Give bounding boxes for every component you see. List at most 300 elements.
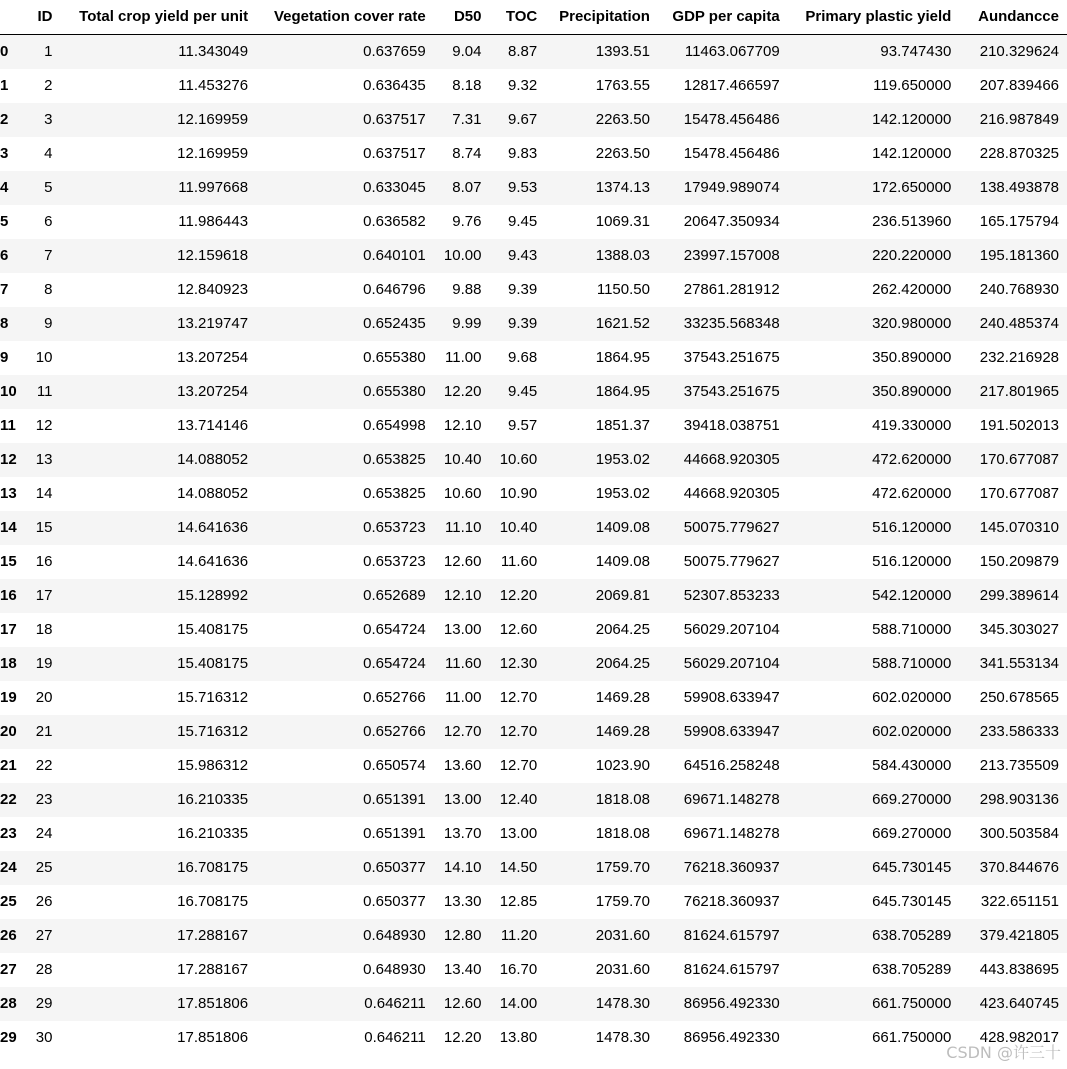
table-cell: 2263.50 <box>595 111 650 128</box>
row-index: 15 <box>0 553 17 570</box>
row-index: 28 <box>0 995 17 1012</box>
table-cell: 145.070310 <box>979 519 1059 536</box>
table-cell: 423.640745 <box>979 995 1059 1012</box>
row-index: 29 <box>0 1029 17 1046</box>
row-index: 25 <box>0 893 17 910</box>
table-cell: 210.329624 <box>979 43 1059 60</box>
table-cell: 0.637517 <box>363 111 426 128</box>
table-cell: 1864.95 <box>595 383 650 400</box>
table-cell: 64516.258248 <box>683 757 780 774</box>
table-cell: 15.716312 <box>177 689 249 706</box>
table-cell: 1409.08 <box>595 519 650 536</box>
table-cell: 59908.633947 <box>683 689 780 706</box>
table-cell: 150.209879 <box>979 553 1059 570</box>
table-cell: 81624.615797 <box>683 961 780 978</box>
row-index: 9 <box>0 349 9 366</box>
table-cell: 10.40 <box>499 519 538 536</box>
table-row <box>0 579 1067 613</box>
table-cell: 645.730145 <box>872 893 952 910</box>
row-index: 6 <box>0 247 9 264</box>
table-cell: 0.650377 <box>363 859 426 876</box>
table-cell: 13.219747 <box>177 315 249 332</box>
table-row <box>0 647 1067 681</box>
table-cell: 30 <box>35 1029 53 1046</box>
row-index: 10 <box>0 383 17 400</box>
table-cell: 1621.52 <box>595 315 650 332</box>
table-cell: 1393.51 <box>595 43 650 60</box>
table-cell: 1069.31 <box>595 213 650 230</box>
table-cell: 13 <box>35 451 53 468</box>
table-cell: 16.70 <box>499 961 538 978</box>
table-cell: 240.768930 <box>979 281 1059 298</box>
row-index: 23 <box>0 825 17 842</box>
table-row <box>0 103 1067 137</box>
table-cell: 12.40 <box>499 791 538 808</box>
column-header: Vegetation cover rate <box>256 0 434 35</box>
row-index: 18 <box>0 655 17 672</box>
table-cell: 12.60 <box>443 995 482 1012</box>
table-cell: 320.980000 <box>872 315 952 332</box>
table-cell: 19 <box>35 655 53 672</box>
table-cell: 9.32 <box>508 77 538 94</box>
table-cell: 669.270000 <box>872 825 952 842</box>
table-cell: 0.654998 <box>363 417 426 434</box>
table-cell: 12.159618 <box>177 247 249 264</box>
table-cell: 14.10 <box>443 859 482 876</box>
table-cell: 9.04 <box>452 43 482 60</box>
table-cell: 4 <box>44 145 53 162</box>
row-index: 14 <box>0 519 17 536</box>
table-cell: 0.652435 <box>363 315 426 332</box>
table-cell: 240.485374 <box>979 315 1059 332</box>
table-cell: 9.45 <box>508 383 538 400</box>
table-row <box>0 953 1067 987</box>
table-cell: 2031.60 <box>595 927 650 944</box>
table-cell: 37543.251675 <box>683 383 780 400</box>
table-cell: 14.50 <box>499 859 538 876</box>
table-cell: 0.636435 <box>363 77 426 94</box>
table-cell: 9.99 <box>452 315 482 332</box>
table-cell: 11 <box>36 383 53 400</box>
table-cell: 8.18 <box>452 77 482 94</box>
row-index: 27 <box>0 961 17 978</box>
table-cell: 15 <box>35 519 53 536</box>
row-index: 12 <box>0 451 17 468</box>
row-index: 3 <box>0 145 9 162</box>
table-cell: 2263.50 <box>595 145 650 162</box>
table-cell: 13.70 <box>443 825 482 842</box>
table-cell: 0.652766 <box>363 689 426 706</box>
table-cell: 661.750000 <box>872 995 952 1012</box>
table-cell: 9.76 <box>452 213 482 230</box>
table-row <box>0 205 1067 239</box>
table-row <box>0 817 1067 851</box>
table-row <box>0 375 1067 409</box>
table-row <box>0 681 1067 715</box>
row-index: 7 <box>0 281 9 298</box>
table-cell: 56029.207104 <box>683 621 780 638</box>
table-cell: 2064.25 <box>595 621 650 638</box>
column-header: Aundancce <box>959 0 1067 35</box>
table-cell: 0.637659 <box>363 43 426 60</box>
table-row <box>0 919 1067 953</box>
table-cell: 21 <box>35 723 53 740</box>
column-header: GDP per capita <box>658 0 788 35</box>
table-cell: 18 <box>35 621 53 638</box>
table-cell: 638.705289 <box>872 927 952 944</box>
table-cell: 0.636582 <box>363 213 426 230</box>
table-cell: 236.513960 <box>872 213 952 230</box>
table-cell: 11.10 <box>445 519 482 536</box>
table-header <box>0 0 1067 35</box>
table-cell: 0.653723 <box>363 553 426 570</box>
table-cell: 1759.70 <box>595 859 650 876</box>
table-cell: 13.00 <box>443 791 482 808</box>
table-row <box>0 749 1067 783</box>
table-cell: 220.220000 <box>872 247 952 264</box>
table-cell: 17949.989074 <box>683 179 780 196</box>
table-cell: 12.169959 <box>177 111 249 128</box>
table-cell: 44668.920305 <box>683 485 780 502</box>
table-row <box>0 783 1067 817</box>
table-cell: 12.169959 <box>177 145 249 162</box>
table-cell: 7.31 <box>452 111 482 128</box>
table-cell: 7 <box>44 247 53 264</box>
table-cell: 13.00 <box>443 621 482 638</box>
row-index: 19 <box>0 689 17 706</box>
table-cell: 12817.466597 <box>683 77 780 94</box>
table-cell: 10.40 <box>443 451 482 468</box>
table-row <box>0 613 1067 647</box>
table-cell: 228.870325 <box>979 145 1059 162</box>
table-cell: 472.620000 <box>872 485 952 502</box>
table-cell: 661.750000 <box>872 1029 952 1046</box>
table-cell: 12.10 <box>443 417 482 434</box>
table-cell: 52307.853233 <box>683 587 780 604</box>
table-cell: 86956.492330 <box>683 1029 780 1046</box>
table-cell: 13.40 <box>443 961 482 978</box>
table-cell: 16.708175 <box>177 859 249 876</box>
table-cell: 142.120000 <box>872 111 952 128</box>
table-cell: 15478.456486 <box>683 145 780 162</box>
table-cell: 1 <box>44 43 53 60</box>
table-cell: 12.70 <box>499 723 538 740</box>
table-cell: 25 <box>35 859 53 876</box>
table-cell: 11.00 <box>445 689 482 706</box>
table-cell: 27 <box>35 927 53 944</box>
table-cell: 13.80 <box>499 1029 538 1046</box>
table-cell: 93.747430 <box>880 43 952 60</box>
table-cell: 15.716312 <box>177 723 249 740</box>
table-cell: 8.87 <box>508 43 538 60</box>
table-cell: 16.708175 <box>177 893 249 910</box>
table-cell: 1374.13 <box>595 179 650 196</box>
table-cell: 542.120000 <box>872 587 952 604</box>
table-cell: 0.633045 <box>363 179 426 196</box>
table-cell: 11.00 <box>445 349 482 366</box>
table-cell: 2069.81 <box>595 587 650 604</box>
table-cell: 11.60 <box>445 655 482 672</box>
table-cell: 0.655380 <box>363 349 426 366</box>
table-cell: 20647.350934 <box>683 213 780 230</box>
table-cell: 11.60 <box>500 553 538 570</box>
table-row <box>0 851 1067 885</box>
table-cell: 0.646211 <box>364 995 426 1012</box>
table-row <box>0 239 1067 273</box>
table-cell: 0.652689 <box>363 587 426 604</box>
table-cell: 20 <box>35 689 53 706</box>
table-cell: 24 <box>35 825 53 842</box>
table-cell: 602.020000 <box>872 689 952 706</box>
table-cell: 195.181360 <box>979 247 1059 264</box>
table-cell: 516.120000 <box>872 553 952 570</box>
table-cell: 0.646796 <box>363 281 426 298</box>
table-cell: 12.70 <box>499 757 538 774</box>
table-cell: 172.650000 <box>872 179 952 196</box>
table-cell: 0.650574 <box>363 757 426 774</box>
column-header: D50 <box>434 0 490 35</box>
table-cell: 1469.28 <box>595 689 650 706</box>
table-cell: 516.120000 <box>872 519 952 536</box>
table-cell: 11.986443 <box>178 213 249 230</box>
table-cell: 3 <box>44 111 53 128</box>
table-cell: 10.90 <box>499 485 538 502</box>
table-cell: 6 <box>44 213 53 230</box>
table-cell: 0.654724 <box>363 621 426 638</box>
table-cell: 39418.038751 <box>683 417 780 434</box>
table-cell: 28 <box>35 961 53 978</box>
table-cell: 86956.492330 <box>683 995 780 1012</box>
table-row <box>0 885 1067 919</box>
table-cell: 11.453276 <box>178 77 249 94</box>
table-cell: 12.840923 <box>177 281 249 298</box>
row-index: 21 <box>0 757 17 774</box>
table-cell: 216.987849 <box>979 111 1059 128</box>
table-cell: 1818.08 <box>595 825 650 842</box>
table-cell: 2031.60 <box>595 961 650 978</box>
row-index: 11 <box>0 417 16 434</box>
table-cell: 12.30 <box>499 655 538 672</box>
row-index: 2 <box>0 111 9 128</box>
table-cell: 12.60 <box>443 553 482 570</box>
table-cell: 1818.08 <box>595 791 650 808</box>
table-cell: 0.646211 <box>364 1029 426 1046</box>
table-cell: 299.389614 <box>979 587 1059 604</box>
column-header: ID <box>25 0 61 35</box>
table-cell: 638.705289 <box>872 961 952 978</box>
table-cell: 9.83 <box>508 145 538 162</box>
table-cell: 1759.70 <box>595 893 650 910</box>
table-row <box>0 987 1067 1021</box>
column-header: Precipitation <box>545 0 658 35</box>
table-cell: 14.641636 <box>177 553 249 570</box>
table-cell: 12.20 <box>499 587 538 604</box>
table-cell: 16 <box>35 553 53 570</box>
table-cell: 14.00 <box>499 995 538 1012</box>
table-cell: 17.851806 <box>177 1029 249 1046</box>
table-cell: 191.502013 <box>979 417 1059 434</box>
table-cell: 13.714146 <box>177 417 249 434</box>
table-cell: 37543.251675 <box>683 349 780 366</box>
table-cell: 0.651391 <box>363 791 426 808</box>
table-cell: 9.39 <box>508 281 538 298</box>
table-cell: 22 <box>35 757 53 774</box>
table-cell: 0.650377 <box>363 893 426 910</box>
table-cell: 8.07 <box>452 179 482 196</box>
table-cell: 76218.360937 <box>683 859 780 876</box>
table-cell: 0.655380 <box>363 383 426 400</box>
csdn-watermark: CSDN @许三十 <box>946 1043 1061 1062</box>
table-cell: 588.710000 <box>872 621 952 638</box>
table-cell: 59908.633947 <box>683 723 780 740</box>
column-header: Primary plastic yield <box>788 0 960 35</box>
row-index: 5 <box>0 213 9 230</box>
table-row <box>0 477 1067 511</box>
table-cell: 12 <box>35 417 53 434</box>
table-cell: 13.30 <box>443 893 482 910</box>
table-cell: 14 <box>35 485 53 502</box>
table-cell: 0.654724 <box>363 655 426 672</box>
table-cell: 1388.03 <box>595 247 650 264</box>
row-index: 4 <box>0 179 9 196</box>
row-index: 22 <box>0 791 17 808</box>
table-cell: 9.57 <box>508 417 538 434</box>
table-cell: 26 <box>35 893 53 910</box>
table-row <box>0 715 1067 749</box>
table-cell: 443.838695 <box>979 961 1059 978</box>
table-cell: 23 <box>35 791 53 808</box>
table-cell: 13.60 <box>443 757 482 774</box>
header-index-cell <box>0 0 25 35</box>
table-cell: 15.408175 <box>177 655 249 672</box>
table-row <box>0 273 1067 307</box>
table-cell: 12.70 <box>443 723 482 740</box>
table-row <box>0 545 1067 579</box>
row-index: 13 <box>0 485 17 502</box>
row-index: 0 <box>0 43 9 60</box>
table-cell: 9.88 <box>452 281 482 298</box>
table-cell: 1763.55 <box>595 77 650 94</box>
table-cell: 584.430000 <box>872 757 952 774</box>
table-cell: 262.420000 <box>872 281 952 298</box>
table-cell: 0.640101 <box>363 247 426 264</box>
table-cell: 379.421805 <box>979 927 1059 944</box>
table-cell: 142.120000 <box>872 145 952 162</box>
table-cell: 9.68 <box>508 349 538 366</box>
table-cell: 8.74 <box>452 145 482 162</box>
column-header: Total crop yield per unit <box>60 0 256 35</box>
row-index: 26 <box>0 927 17 944</box>
table-cell: 10.60 <box>499 451 538 468</box>
table-cell: 602.020000 <box>872 723 952 740</box>
table-cell: 9.67 <box>508 111 538 128</box>
table-cell: 23997.157008 <box>683 247 780 264</box>
table-cell: 170.677087 <box>979 485 1059 502</box>
table-cell: 0.653723 <box>363 519 426 536</box>
table-cell: 13.207254 <box>177 349 249 366</box>
table-row <box>0 69 1067 103</box>
table-cell: 9.43 <box>508 247 538 264</box>
table-cell: 138.493878 <box>979 179 1059 196</box>
table-cell: 14.641636 <box>177 519 249 536</box>
table-cell: 12.20 <box>443 383 482 400</box>
table-cell: 12.10 <box>443 587 482 604</box>
table-cell: 44668.920305 <box>683 451 780 468</box>
table-cell: 17 <box>35 587 53 604</box>
table-cell: 56029.207104 <box>683 655 780 672</box>
table-cell: 12.70 <box>499 689 538 706</box>
table-cell: 0.652766 <box>363 723 426 740</box>
table-cell: 298.903136 <box>979 791 1059 808</box>
table-row <box>0 307 1067 341</box>
table-cell: 50075.779627 <box>683 553 780 570</box>
table-cell: 11.343049 <box>178 43 249 60</box>
row-index: 17 <box>0 621 17 638</box>
table-cell: 50075.779627 <box>683 519 780 536</box>
table-cell: 1864.95 <box>595 349 650 366</box>
table-cell: 8 <box>44 281 53 298</box>
row-index: 1 <box>0 77 9 94</box>
table-cell: 428.982017 <box>979 1029 1059 1046</box>
table-row <box>0 35 1067 70</box>
table-cell: 1478.30 <box>595 1029 650 1046</box>
table-body <box>0 35 1067 1056</box>
table-cell: 16.210335 <box>177 825 249 842</box>
table-cell: 322.651151 <box>980 893 1059 910</box>
table-cell: 10.00 <box>443 247 482 264</box>
table-cell: 16.210335 <box>177 791 249 808</box>
table-cell: 0.637517 <box>363 145 426 162</box>
table-cell: 81624.615797 <box>683 927 780 944</box>
table-cell: 9.53 <box>508 179 538 196</box>
table-cell: 17.288167 <box>177 927 249 944</box>
table-row <box>0 443 1067 477</box>
table-cell: 217.801965 <box>979 383 1059 400</box>
table-cell: 15478.456486 <box>683 111 780 128</box>
table-cell: 1851.37 <box>595 417 650 434</box>
table-cell: 119.650000 <box>873 77 952 94</box>
table-cell: 13.207254 <box>177 383 249 400</box>
table-cell: 213.735509 <box>979 757 1059 774</box>
table-cell: 0.651391 <box>363 825 426 842</box>
table-row <box>0 171 1067 205</box>
table-cell: 1150.50 <box>596 281 650 298</box>
table-cell: 69671.148278 <box>683 825 780 842</box>
table-cell: 15.408175 <box>177 621 249 638</box>
table-cell: 1953.02 <box>595 485 650 502</box>
table-cell: 207.839466 <box>979 77 1059 94</box>
table-cell: 17.851806 <box>177 995 249 1012</box>
table-cell: 11.997668 <box>178 179 249 196</box>
row-index: 16 <box>0 587 17 604</box>
table-cell: 345.303027 <box>979 621 1059 638</box>
table-cell: 13.00 <box>499 825 538 842</box>
table-cell: 11463.067709 <box>684 43 780 60</box>
table-cell: 5 <box>44 179 53 196</box>
row-index: 20 <box>0 723 17 740</box>
table-cell: 15.128992 <box>177 587 249 604</box>
table-cell: 350.890000 <box>872 349 952 366</box>
table-cell: 588.710000 <box>872 655 952 672</box>
table-cell: 165.175794 <box>979 213 1059 230</box>
table-cell: 370.844676 <box>979 859 1059 876</box>
table-cell: 300.503584 <box>979 825 1059 842</box>
table-cell: 11.20 <box>500 927 538 944</box>
table-cell: 170.677087 <box>979 451 1059 468</box>
table-row <box>0 137 1067 171</box>
column-header: TOC <box>489 0 545 35</box>
table-cell: 669.270000 <box>872 791 952 808</box>
